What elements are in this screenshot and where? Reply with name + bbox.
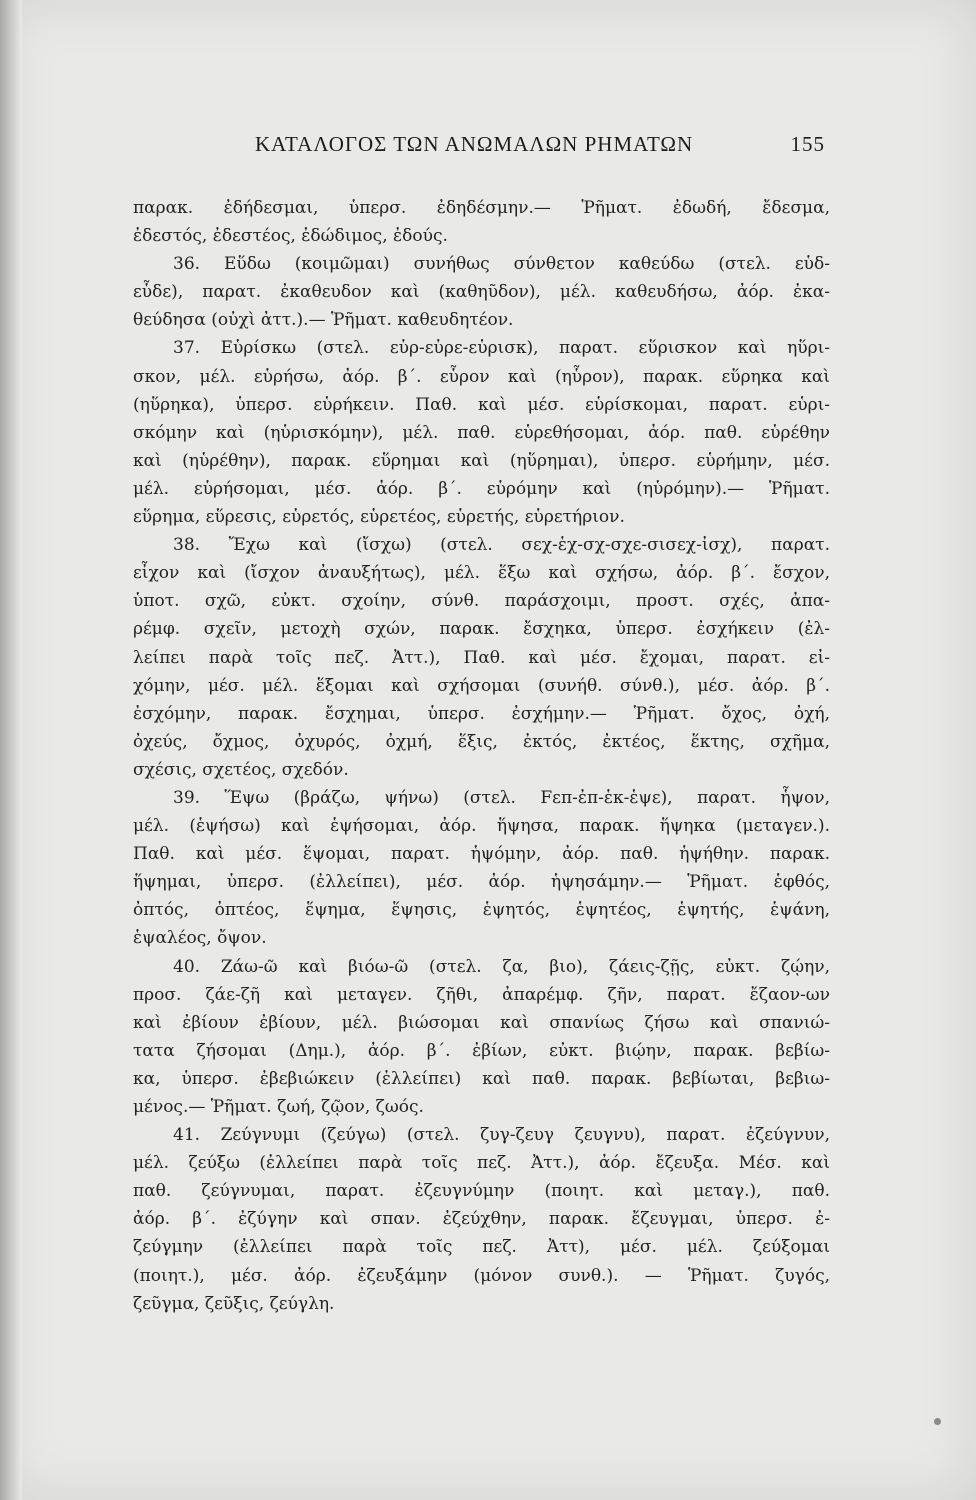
text-line: ὑποτ. σχῶ, εὐκτ. σχοίην, σύνθ. παράσχοιμι, προστ. σχές, ἀπα-	[133, 591, 830, 612]
text-line: παθ. ζεύγνυμαι, παρατ. ἐζευγνύμην (ποιητ. καὶ μεταγ.), παθ.	[133, 1181, 830, 1202]
text-line: ἀόρ. β΄. ἐζύγην καὶ σπαν. ἐζεύχθην, παρακ. ἔζευγμαι, ὑπερσ. ἐ-	[133, 1209, 830, 1230]
text-line: (ηὕρηκα), ὑπερσ. εὑρήκειν. Παθ. καὶ μέσ. εὑρίσκομαι, παρατ. εὑρι-	[133, 394, 830, 415]
text-line: μέλ. ζεύξω (ἐλλείπει παρὰ τοῖς πεζ. Ἀττ.), ἀόρ. ἔζευξα. Μέσ. καὶ	[133, 1153, 830, 1174]
text-line: σχέσις, σχετέος, σχεδόν.	[133, 759, 349, 780]
text-line: μέλ. (ἑψήσω) καὶ ἑψήσομαι, ἀόρ. ἥψησα, παρακ. ἥψηκα (μεταγεν.).	[133, 816, 830, 837]
text-line: ἥψημαι, ὑπερσ. (ἐλλείπει), μέσ. ἀόρ. ἡψησάμην.— Ῥῆματ. ἑφθός,	[133, 872, 830, 893]
text-line: ἑψαλέος, ὄψον.	[133, 928, 267, 949]
running-header	[255, 132, 825, 162]
entry-36-heading-line: 36. Εὕδω (κοιμῶμαι) συνήθως σύνθετον καθεύδω (στελ. εὑδ-	[173, 254, 830, 275]
text-line: καὶ (ηὑρέθην), παρακ. εὕρημαι καὶ (ηὕρημαι), ὑπερσ. εὑρήμην, μέσ.	[133, 450, 830, 471]
spine-shadow	[0, 0, 22, 1500]
ink-speck	[934, 1418, 941, 1425]
text-line: θεύδησα (οὐχὶ ἀττ.).— Ῥῆματ. καθευδητέον.	[133, 310, 514, 331]
text-line: σκον, μέλ. εὑρήσω, ἀόρ. β΄. εὗρον καὶ (ηὗρον), παρακ. εὕρηκα καὶ	[133, 366, 830, 387]
text-line: μέλ. εὑρήσομαι, μέσ. ἀόρ. β΄. εὑρόμην καὶ (ηὑρόμην).— Ῥῆματ.	[133, 478, 830, 499]
text-line: ζεῦγμα, ζεῦξις, ζεύγλη.	[133, 1293, 335, 1314]
text-line: λείπει παρὰ τοῖς πεζ. Ἀττ.), Παθ. καὶ μέσ. ἔχομαι, παρατ. εἰ-	[133, 647, 830, 668]
text-line: ὀχεύς, ὄχμος, ὀχυρός, ὀχμή, ἕξις, ἐκτός, ἐκτέος, ἕκτης, σχῆμα,	[133, 731, 830, 752]
text-line: ἐδεστός, ἐδεστέος, ἐδώδιμος, ἐδούς.	[133, 226, 448, 247]
text-line: Παθ. καὶ μέσ. ἕψομαι, παρατ. ἡψόμην, ἀόρ. παθ. ἡψήθην. παρακ.	[133, 844, 830, 865]
body-text	[133, 194, 830, 1318]
entry-38-heading-line: 38. Ἔχω καὶ (ἴσχω) (στελ. σεχ-ἑχ-σχ-σχε-σισεχ-ἰσχ), παρατ.	[173, 535, 830, 556]
text-line: ρέμφ. σχεῖν, μετοχὴ σχών, παρακ. ἔσχηκα, ὑπερσ. ἐσχήκειν (ἐλ-	[133, 619, 830, 640]
text-line: προσ. ζάε-ζῆ καὶ μεταγεν. ζῆθι, ἀπαρέμφ. ζῆν, παρατ. ἔζαον-ων	[133, 984, 830, 1005]
text-line: καὶ ἐβίουν ἐβίουν, μέλ. βιώσομαι καὶ σπανίως ζήσω καὶ σπανιώ-	[133, 1012, 830, 1033]
text-line: (ποιητ.), μέσ. ἀόρ. ἐζευξάμην (μόνον συνθ.). — Ῥῆματ. ζυγός,	[133, 1265, 830, 1286]
text-line: εὗδε), παρατ. ἐκαθευδον καὶ (καθηῦδον), μέλ. καθευδήσω, ἀόρ. ἐκα-	[133, 282, 830, 303]
text-line: σκόμην καὶ (ηὑρισκόμην), μέλ. παθ. εὑρεθήσομαι, ἀόρ. παθ. εὑρέθην	[133, 422, 830, 443]
text-line: ὀπτός, ὀπτέος, ἕψημα, ἕψησις, ἑψητός, ἑψητέος, ἑψητής, ἑψάνη,	[133, 900, 830, 921]
text-line: κα, ὑπερσ. ἐβεβιώκειν (ἐλλείπει) καὶ παθ. παρακ. βεβίωται, βεβιω-	[133, 1068, 830, 1089]
header-title: ΚΑΤΑΛΟΓΟΣ ΤΩΝ ΑΝΩΜΑΛΩΝ ΡΗΜΑΤΩΝ	[255, 132, 694, 156]
text-line: εὕρημα, εὕρεσις, εὑρετός, εὑρετέος, εὑρετής, εὑρετήριον.	[133, 507, 625, 528]
entry-37-heading-line: 37. Εὑρίσκω (στελ. εὑρ-εὑρε-εὑρισκ), παρατ. εὕρισκον καὶ ηὕρι-	[173, 338, 830, 359]
text-line: εἶχον καὶ (ἴσχον ἀναυξήτως), μέλ. ἕξω καὶ σχήσω, ἀόρ. β΄. ἔσχον,	[133, 563, 830, 584]
entry-39-heading-line: 39. Ἕψω (βράζω, ψήνω) (στελ. Fεπ-ἐπ-ἑκ-ἑψε), παρατ. ἧψον,	[173, 787, 830, 808]
text-line: μένος.— Ῥῆματ. ζωή, ζῷον, ζωός.	[133, 1097, 424, 1117]
text-line: ἐσχόμην, παρακ. ἔσχημαι, ὑπερσ. ἐσχήμην.— Ῥῆματ. ὄχος, ὀχή,	[133, 703, 830, 724]
entry-41-heading-line: 41. Ζεύγνυμι (ζεύγω) (στελ. ζυγ-ζευγ ζευγνυ), παρατ. ἐζεύγνυν,	[173, 1125, 830, 1146]
page-number: 155	[790, 132, 825, 156]
text-line: παρακ. ἐδήδεσμαι, ὑπερσ. ἐδηδέσμην.— Ῥῆματ. ἐδωδή, ἔδεσμα,	[133, 198, 830, 218]
entry-40-heading-line: 40. Ζάω-ῶ καὶ βιόω-ῶ (στελ. ζα, βιο), ζάεις-ζῇς, εὐκτ. ζῴην,	[173, 956, 830, 977]
text-line: τατα ζήσομαι (Δημ.), ἀόρ. β΄. ἐβίων, εὐκτ. βιῴην, παρακ. βεβίω-	[133, 1040, 830, 1061]
text-line: χόμην, μέσ. μέλ. ἕξομαι καὶ σχήσομαι (συνήθ. σύνθ.), μέσ. ἀόρ. β΄.	[133, 675, 830, 696]
text-line: ζεύγμην (ἐλλείπει παρὰ τοῖς πεζ. Ἀττ), μέσ. μέλ. ζεύξομαι	[133, 1237, 830, 1258]
